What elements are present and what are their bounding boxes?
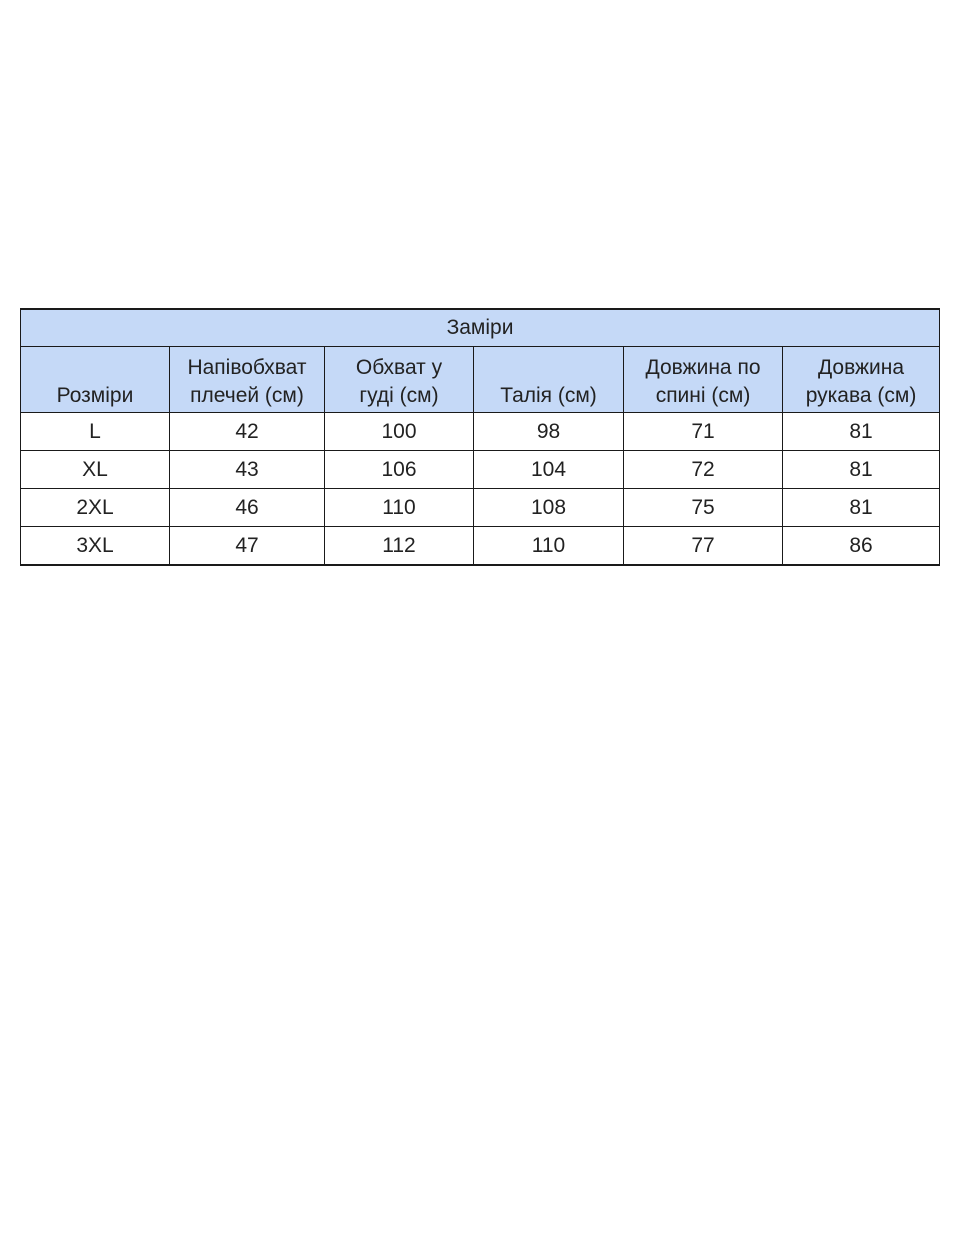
column-header-label: Талія (см) [500,384,597,407]
sleeve-length-cell: 81 [783,413,940,451]
shoulders-cell: 46 [170,489,325,527]
shoulders-cell: 47 [170,527,325,566]
chest-cell: 112 [325,527,474,566]
column-header-label: Довжина рукава (см) [805,356,917,407]
sleeve-length-cell: 86 [783,527,940,566]
size-cell: XL [21,451,170,489]
waist-cell: 110 [474,527,624,566]
sleeve-length-cell: 81 [783,489,940,527]
column-header-size [21,347,170,413]
column-header-back-length [624,347,783,413]
column-header-sleeve-length [783,347,940,413]
column-header-shoulders [170,347,325,413]
sleeve-length-cell: 81 [783,451,940,489]
shoulders-cell: 42 [170,413,325,451]
waist-cell: 104 [474,451,624,489]
back-length-cell: 75 [624,489,783,527]
column-header-label: Напівобхват плечей (см) [187,356,307,407]
column-header-waist [474,347,624,413]
waist-cell: 98 [474,413,624,451]
column-header-chest [325,347,474,413]
size-cell: 3XL [21,527,170,566]
waist-cell: 108 [474,489,624,527]
table-title-row [21,309,940,347]
size-chart-table [20,308,940,566]
size-cell: L [21,413,170,451]
chest-cell: 106 [325,451,474,489]
back-length-cell: 72 [624,451,783,489]
column-header-label: Довжина по спині (см) [645,356,761,407]
chest-cell: 110 [325,489,474,527]
back-length-cell: 71 [624,413,783,451]
table-row [21,489,940,527]
shoulders-cell: 43 [170,451,325,489]
column-header-label: Розміри [56,384,134,407]
size-cell: 2XL [21,489,170,527]
table-row [21,451,940,489]
table-row [21,413,940,451]
table-row [21,527,940,566]
table-title: Заміри [21,309,940,347]
table-header-row [21,347,940,413]
back-length-cell: 77 [624,527,783,566]
column-header-label: Обхват у гуді (см) [355,356,443,407]
chest-cell: 100 [325,413,474,451]
